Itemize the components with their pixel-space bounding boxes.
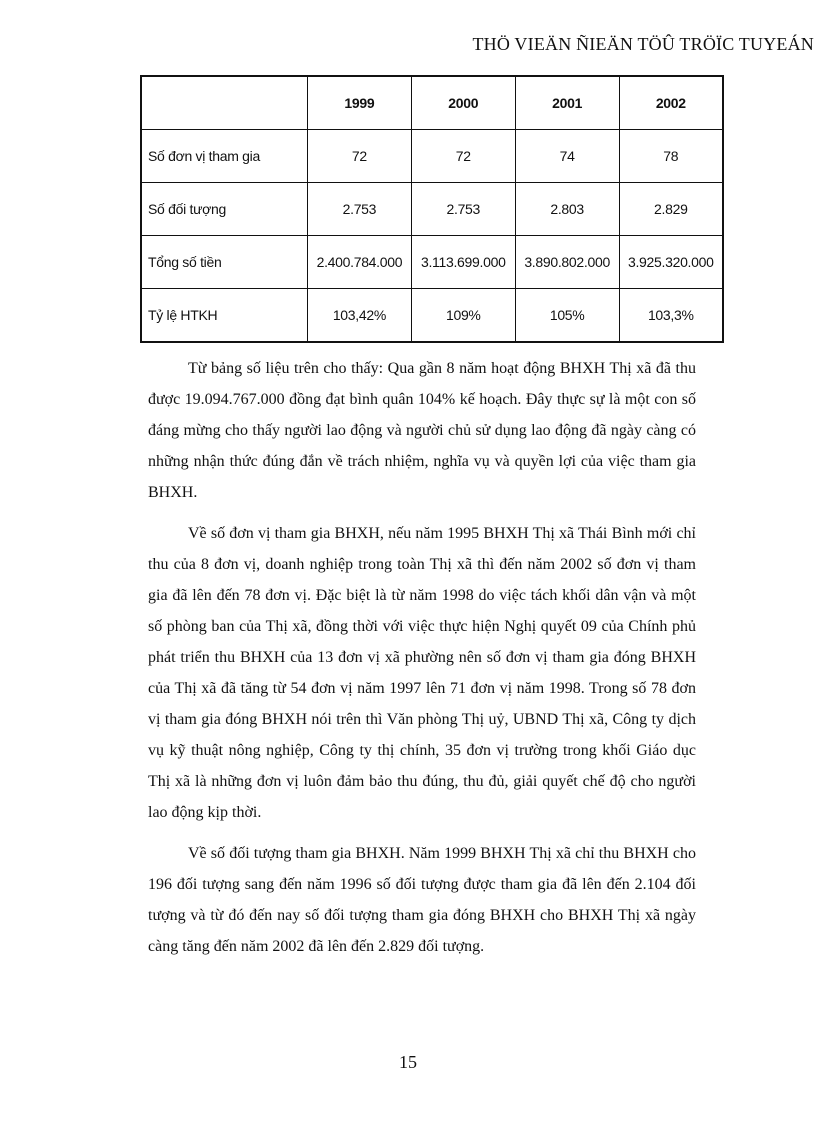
table-cell: 2.803: [515, 183, 619, 236]
table-cell: 72: [411, 130, 515, 183]
table-cell: 3.113.699.000: [411, 236, 515, 289]
year-header: 2002: [619, 76, 723, 130]
row-label: Tỷ lệ HTKH: [141, 289, 307, 343]
row-label: Số đối tượng: [141, 183, 307, 236]
table-cell: 3.890.802.000: [515, 236, 619, 289]
table-row: [141, 236, 723, 289]
table-cell: 72: [307, 130, 411, 183]
table-cell: 78: [619, 130, 723, 183]
body-text: [148, 353, 696, 972]
table-cell: 3.925.320.000: [619, 236, 723, 289]
paragraph: Về số đối tượng tham gia BHXH. Năm 1999 BHXH Thị xã chỉ thu BHXH cho 196 đối tượng sang đến năm 1996 số đối tượng được tham gia đã lên đến 2.104 đối tượng và từ đó đến nay số đối tượng tham gia đóng BHXH cho BHXH Thị xã ngày càng tăng đến năm 2002 đã lên đến 2.829 đối tượng.: [148, 845, 696, 955]
table-cell: 2.753: [307, 183, 411, 236]
year-header: 2000: [411, 76, 515, 130]
table-corner-cell: [141, 76, 307, 130]
table-header-row: [141, 76, 723, 130]
table-cell: 103,3%: [619, 289, 723, 343]
table-cell: 105%: [515, 289, 619, 343]
year-header: 1999: [307, 76, 411, 130]
row-label: Số đơn vị tham gia: [141, 130, 307, 183]
table-row: [141, 183, 723, 236]
table-cell: 109%: [411, 289, 515, 343]
paragraph: Từ bảng số liệu trên cho thấy: Qua gần 8 năm hoạt động BHXH Thị xã đã thu được 19.094.767.000 đồng đạt bình quân 104% kế hoạch. Đây thực sự là một con số đáng mừng cho thấy người lao động và người chủ sử dụng lao động đã ngày càng có những nhận thức đúng đắn về trách nhiệm, nghĩa vụ và quyền lợi của việc tham gia BHXH.: [148, 360, 696, 501]
table-cell: 74: [515, 130, 619, 183]
row-label: Tổng số tiền: [141, 236, 307, 289]
page-header-title: THÖ VIEÄN ÑIEÄN TÖÛ TRÖÏC TUYEÁN: [472, 34, 814, 54]
page-number: 15: [399, 1052, 417, 1072]
year-header: 2001: [515, 76, 619, 130]
paragraph: Về số đơn vị tham gia BHXH, nếu năm 1995 BHXH Thị xã Thái Bình mới chỉ thu của 8 đơn vị, doanh nghiệp trong toàn Thị xã thì đến năm 2002 số đơn vị tham gia đã lên đến 78 đơn vị. Đặc biệt là từ năm 1998 do việc tách khối dân vận và một số phòng ban của Thị xã, đồng thời với việc thực hiện Nghị quyết 09 của Chính phủ phát triển thu BHXH của 13 đơn vị xã phường nên số đơn vị tham gia đóng BHXH của Thị xã đã tăng từ 54 đơn vị năm 1997 lên 71 đơn vị năm 1998. Trong số 78 đơn vị tham gia đóng BHXH nói trên thì Văn phòng Thị uỷ, UBND Thị xã, Công ty dịch vụ kỹ thuật nông nghiệp, Công ty thị chính, 35 đơn vị trường trong khối Giáo dục Thị xã là những đơn vị luôn đảm bảo thu đúng, thu đủ, giải quyết chế độ cho người lao động kịp thời.: [148, 525, 696, 821]
table-cell: 2.753: [411, 183, 515, 236]
table-cell: 103,42%: [307, 289, 411, 343]
table-cell: 2.400.784.000: [307, 236, 411, 289]
table-cell: 2.829: [619, 183, 723, 236]
table-row: [141, 289, 723, 343]
statistics-table: [140, 75, 724, 343]
table-row: [141, 130, 723, 183]
